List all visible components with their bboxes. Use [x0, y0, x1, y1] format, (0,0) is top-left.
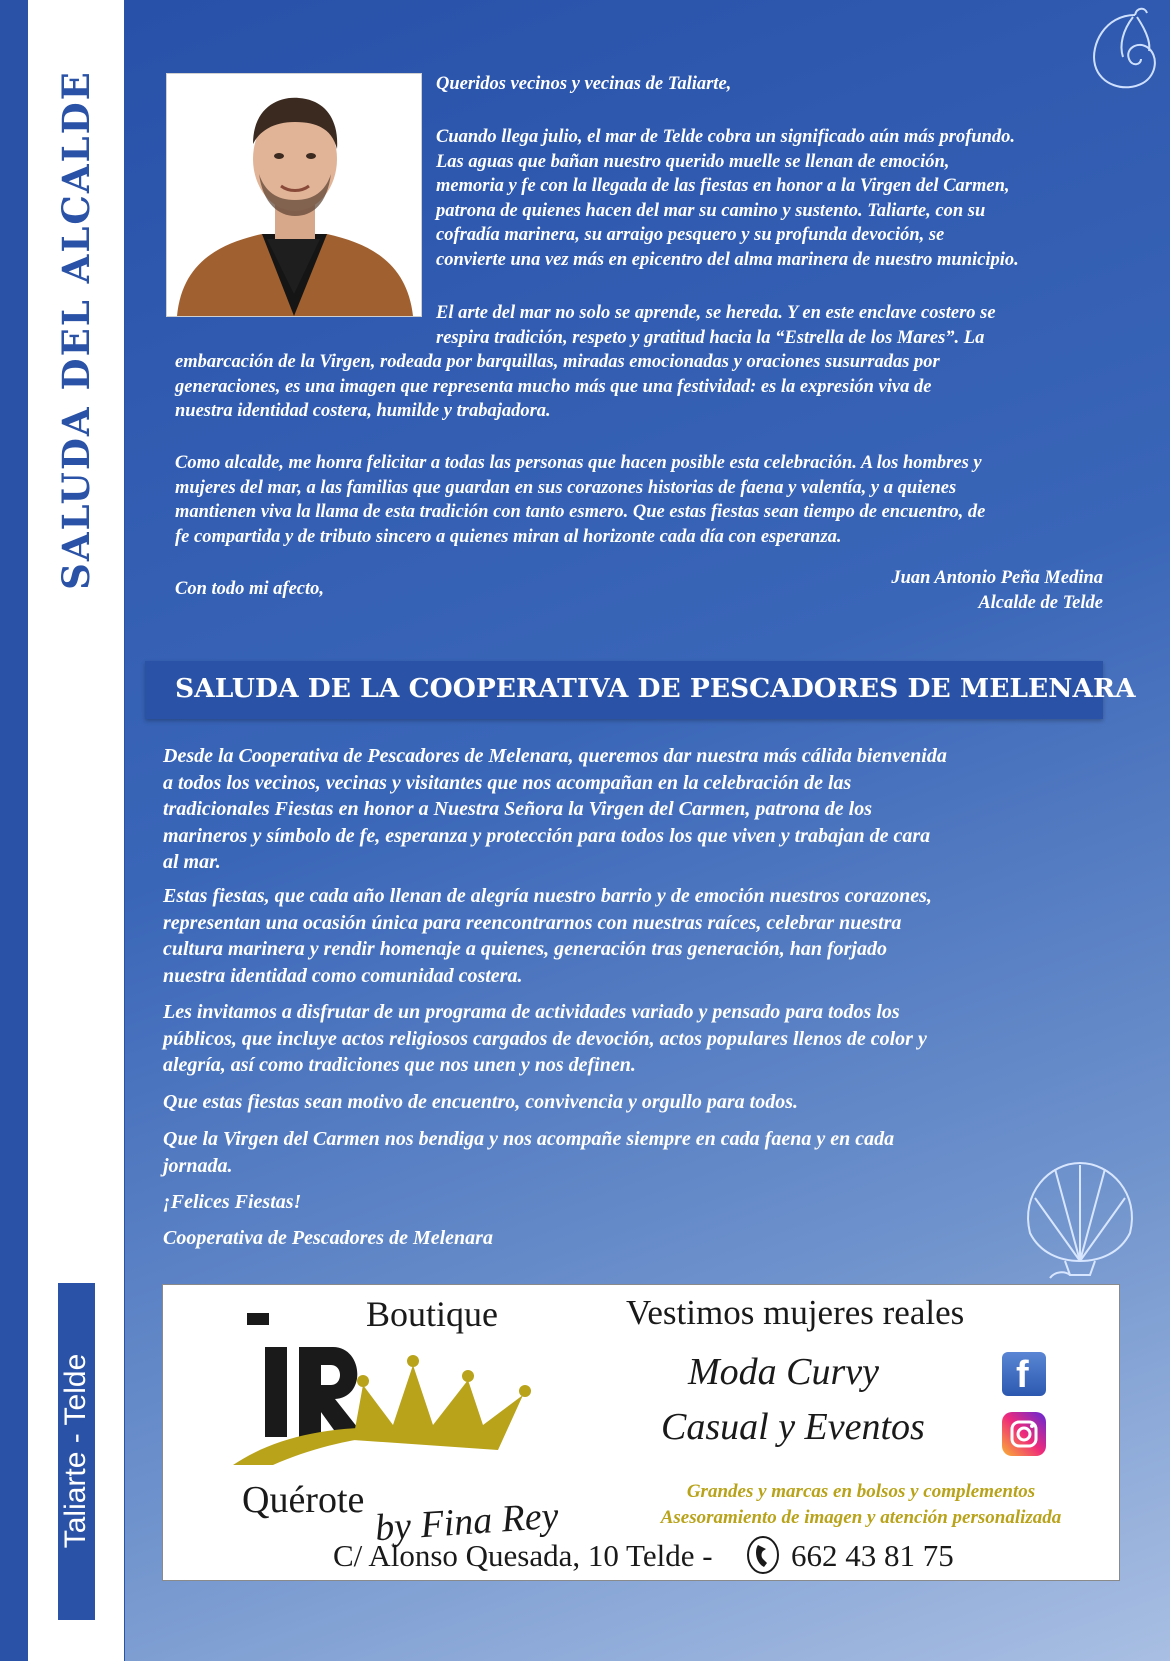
text-line: nuestra identidad costera, humilde y trabajadora. [175, 401, 551, 421]
facebook-icon[interactable] [1002, 1352, 1046, 1396]
text-line: jornada. [163, 1154, 233, 1177]
text-line: Cuando llega julio, el mar de Telde cobra un significado aún más profundo. [436, 127, 1016, 147]
text-line: marineros y símbolo de fe, esperanza y protección para todos los que viven y trabajan de cara [163, 824, 931, 847]
text-line: mujeres del mar, a las familias que guardan en sus corazones historias de faena y valentía, y a quienes [175, 477, 957, 498]
cooperative-banner-title: SALUDA DE LA COOPERATIVA DE PESCADORES DE MELENARA [175, 673, 1136, 704]
brand-signature: by Fina Rey [373, 1494, 560, 1550]
letter-signature [891, 566, 1103, 615]
text-line: al mar. [163, 851, 221, 873]
ad-line-casual: Casual y Eventos [661, 1406, 925, 1448]
text-line: tradicionales Fiestas en honor a Nuestra Señora la Virgen del Carmen, patrona de los [163, 798, 872, 820]
text-line: memoria y fe con la llegada de las fiestas en honor a la Virgen del Carmen, [436, 176, 1010, 196]
ad-extra-line: Grandes y marcas en bolsos y complementos [686, 1481, 1036, 1502]
text-line: Estas fiestas, que cada año llenan de alegría nuestro barrio y de emoción nuestros corazones, [163, 885, 932, 907]
vertical-tag-label: Taliarte - Telde [59, 1353, 92, 1549]
text-line: Como alcalde, me honra felicitar a todas las personas que hacen posible esta celebración. A los hombres y [175, 453, 982, 473]
letter-paragraph-1 [436, 125, 1101, 272]
ad-extra-line: Asesoramiento de imagen y atención personalizada [660, 1507, 1062, 1528]
text-line: fe compartida y de tributo sincero a quienes miran al horizonte cada día con esperanza. [175, 526, 842, 547]
text-line: Que la Virgen del Carmen nos bendiga y nos acompañe siempre en cada faena y en cada [163, 1128, 895, 1150]
cooperative-banner [145, 661, 1136, 719]
coop-paragraph-5 [163, 1126, 1093, 1179]
text-line: a todos los vecinos, vecinas y visitantes que nos acompañan en la celebración de las [163, 771, 852, 794]
instagram-glyph [1002, 1412, 1046, 1456]
instagram-icon[interactable] [1002, 1412, 1046, 1456]
vertical-title: SALUDA DEL ALCALDE [54, 70, 98, 590]
ad-extra-info [641, 1479, 1081, 1531]
text-line: mantienen viva la llama de esta tradición con tanto esmero. Que estas fiestas sean tiempo de encuentro, de [175, 502, 986, 522]
text-line: cultura marinera y rendir homenaje a quienes, generación tras generación, han forjado [163, 938, 887, 960]
text-line: respira tradición, respeto y gratitud hacia la “Estrella de los Mares”. La [436, 327, 985, 348]
letter-greeting: Queridos vecinos y vecinas de Taliarte, [436, 74, 732, 94]
text-line: generaciones, es una imagen que representa mucho más que una festividad: es la expresión viva de [175, 376, 932, 397]
text-line: El arte del mar no solo se aprende, se hereda. Y en este enclave costero se [436, 303, 996, 323]
mayor-photo [166, 73, 422, 317]
ad-phone: 662 43 81 75 [791, 1538, 954, 1573]
boutique-advertisement [162, 1284, 1120, 1581]
letter-paragraph-2a [436, 301, 1101, 350]
ad-address: C/ Alonso Quesada, 10 Telde - [333, 1538, 713, 1573]
text-line: cofradía marinera, su arraigo pesquero y su profunda devoción, se [436, 225, 945, 245]
vertical-tag [58, 1283, 95, 1620]
signer-name: Juan Antonio Peña Medina [891, 568, 1103, 588]
coop-paragraph-2 [163, 883, 1093, 989]
text-line: patrona de quienes hacen del mar su camino y sustento. Taliarte, con su [436, 200, 986, 221]
text-line: Las aguas que bañan nuestro querido muelle se llenan de emoción, [436, 151, 950, 172]
coop-paragraph-4: Que estas fiestas sean motivo de encuentro, convivencia y orgullo para todos. [163, 1091, 798, 1113]
coop-paragraph-1 [163, 743, 1093, 876]
text-line: nuestra identidad como comunidad costera. [163, 964, 523, 987]
boutique-label: Boutique [366, 1294, 498, 1334]
text-line: embarcación de la Virgen, rodeada por barquillas, miradas emocionadas y oraciones susurradas por [175, 352, 940, 372]
letter-paragraph-3 [175, 451, 1101, 549]
text-line: alegría, así como tradiciones que nos unen y nos definen. [163, 1054, 636, 1076]
text-line: convierte una vez más en epicentro del alma marinera de nuestro municipio. [436, 249, 1019, 270]
coop-signature: Cooperativa de Pescadores de Melenara [163, 1227, 493, 1249]
letter-paragraph-2b [175, 350, 1101, 424]
coop-paragraph-3 [163, 999, 1093, 1079]
ad-headline: Vestimos mujeres reales [626, 1293, 965, 1332]
coop-paragraph-6: ¡Felices Fiestas! [163, 1191, 302, 1213]
crown-swoosh-icon [233, 1325, 553, 1475]
facebook-glyph: f [1016, 1354, 1029, 1396]
text-line: Desde la Cooperativa de Pescadores de Melenara, queremos dar nuestra más cálida bienvenida [163, 745, 947, 767]
letter-closing: Con todo mi afecto, [175, 579, 325, 599]
phone-icon [746, 1535, 780, 1575]
ad-line-moda: Moda Curvy [688, 1351, 880, 1393]
signer-title: Alcalde de Telde [978, 592, 1103, 613]
text-line: públicos, que incluye actos religiosos cargados de devoción, actos populares llenos de color y [163, 1027, 927, 1050]
text-line: Les invitamos a disfrutar de un programa de actividades variado y pensado para todos los [163, 1001, 900, 1023]
scallop-shell-icon [1010, 1153, 1150, 1288]
brand-name: Quérote [242, 1479, 365, 1521]
portrait-image [167, 74, 421, 316]
text-line: representan una ocasión única para reencontrarnos con nuestras raíces, celebrar nuestra [163, 911, 902, 934]
